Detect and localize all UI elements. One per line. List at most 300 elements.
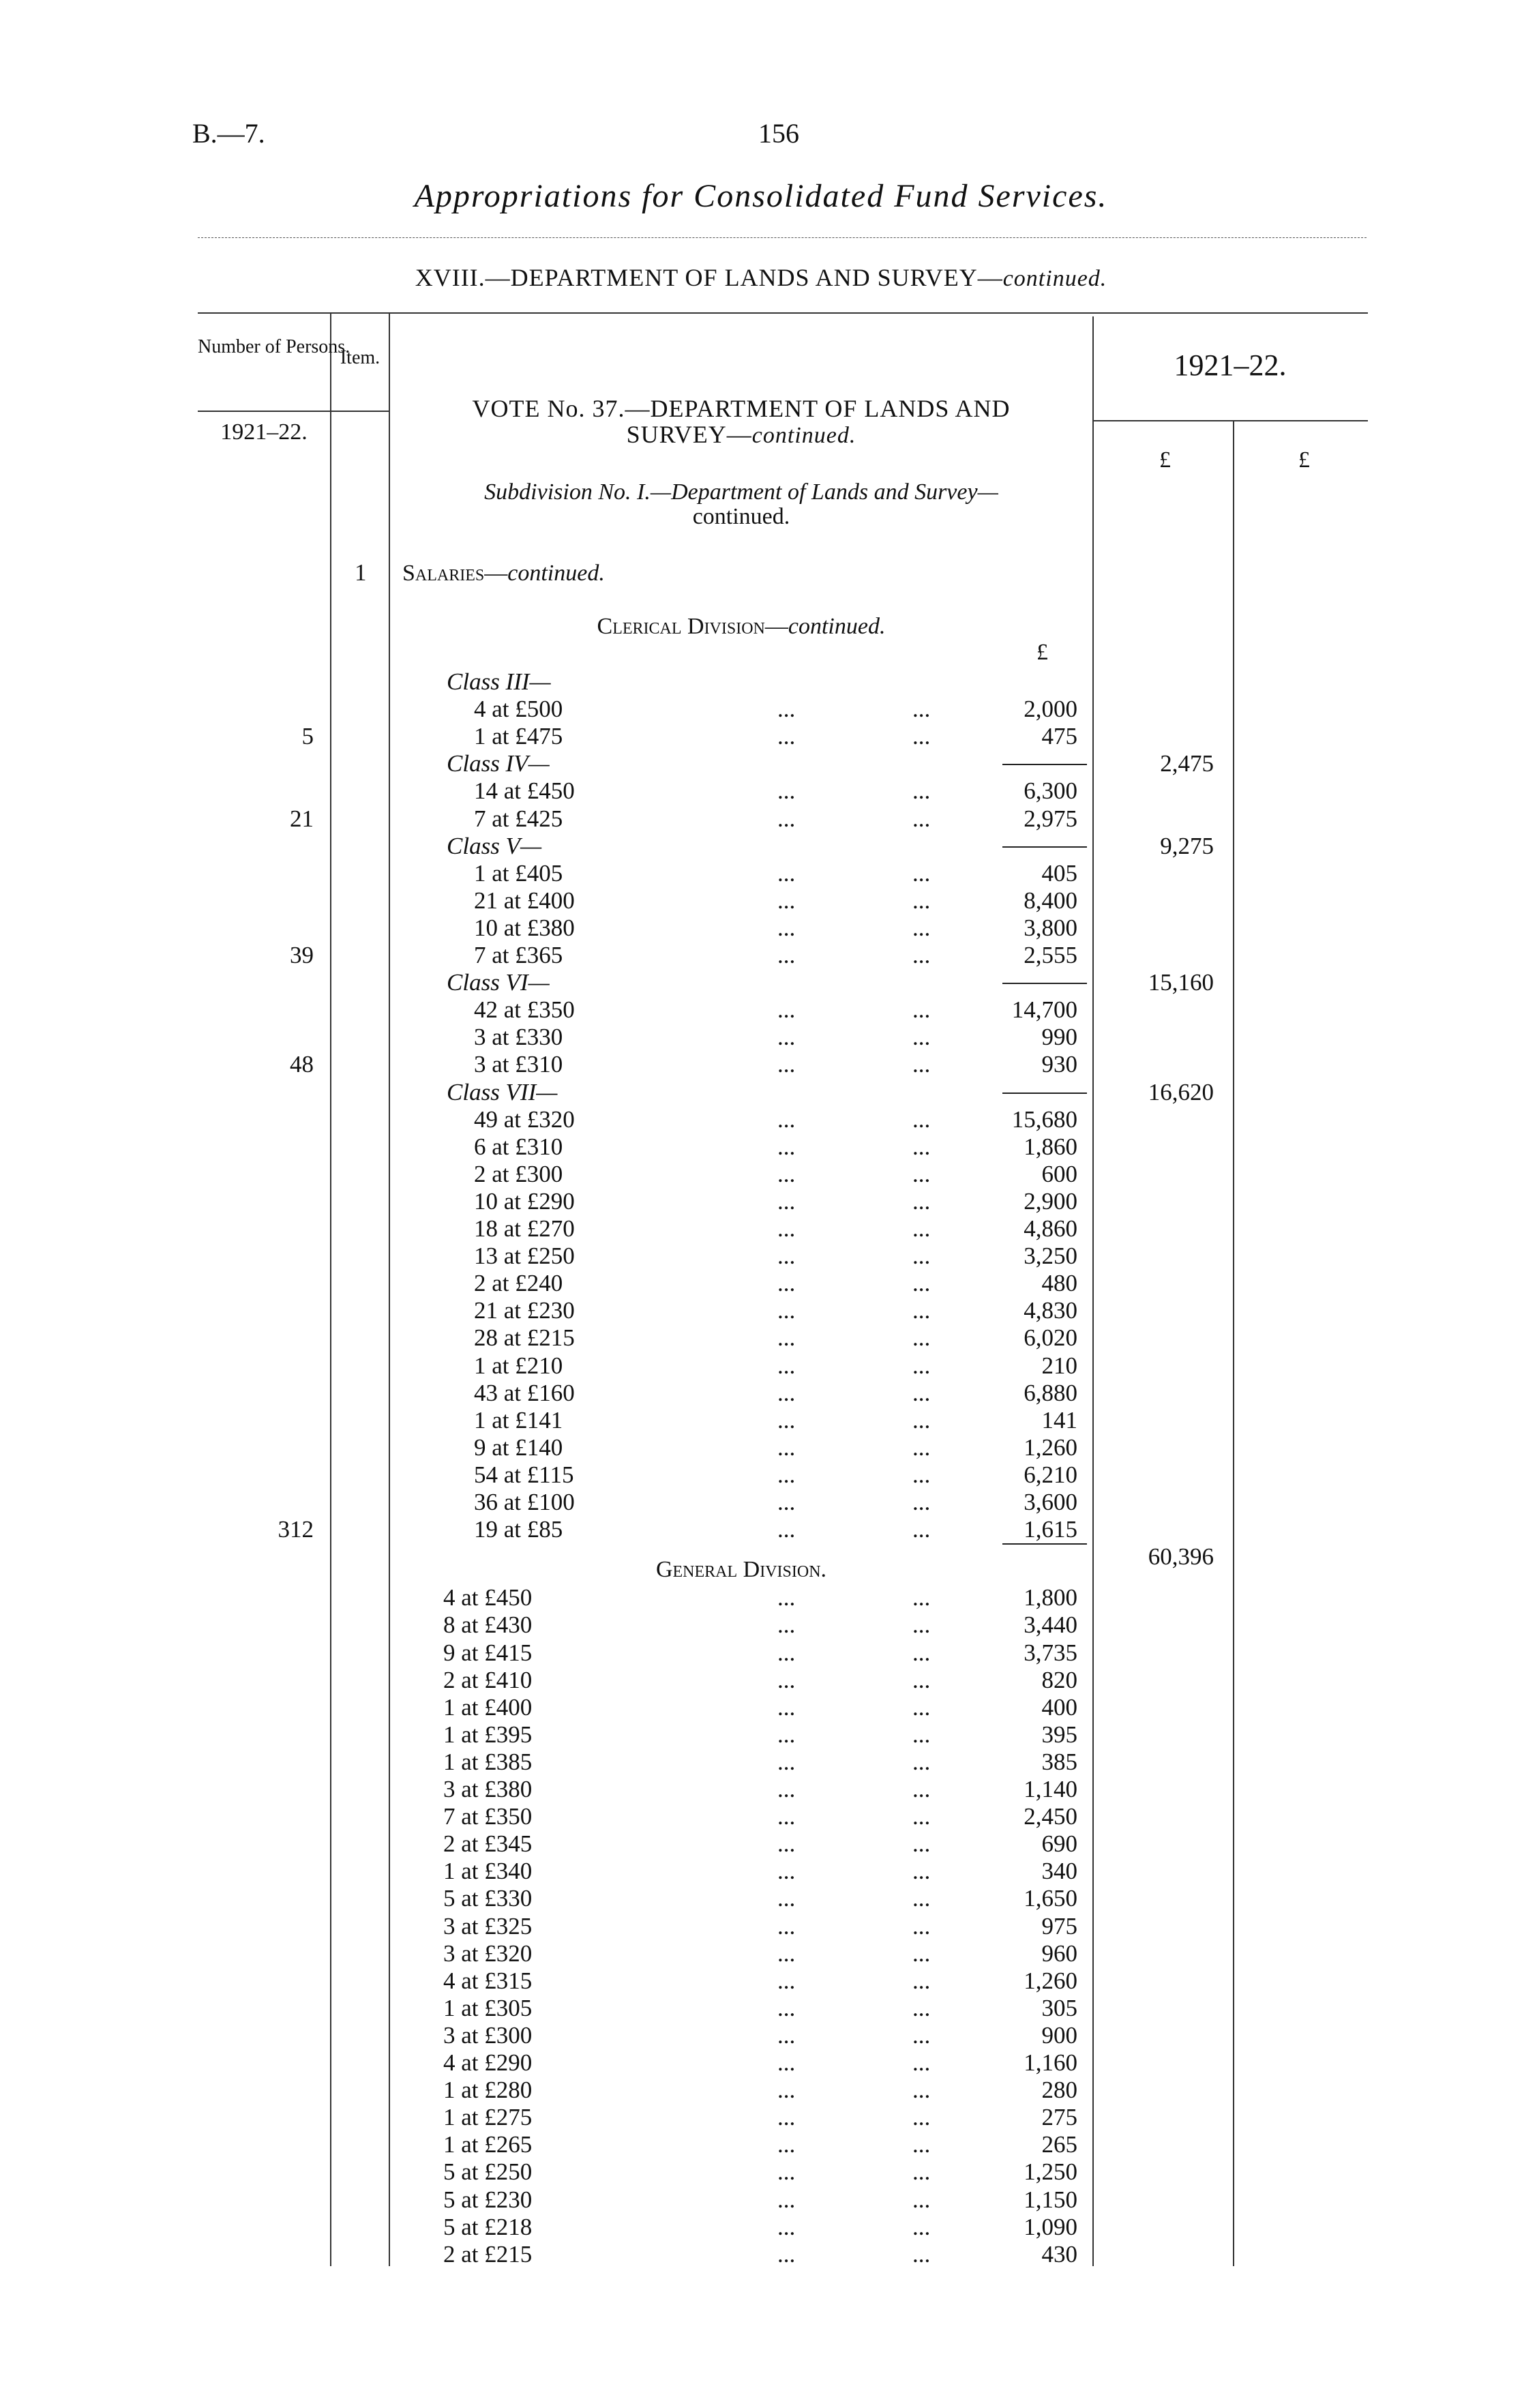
salary-rate: 2 at £240: [474, 1270, 563, 1297]
leader-dots: ...: [912, 1461, 931, 1488]
leader-dots: ...: [912, 1324, 931, 1352]
leader-dots: ...: [777, 1379, 796, 1406]
leader-dots: ...: [912, 1858, 931, 1885]
salary-row: [0, 2022, 1522, 2049]
salary-rate: 8 at £430: [443, 1611, 533, 1639]
salary-amount: 1,150: [1024, 2186, 1077, 2213]
leader-dots: ...: [912, 2213, 931, 2240]
leader-dots: ...: [777, 1748, 796, 1775]
leader-dots: ...: [912, 996, 931, 1024]
leader-dots: ...: [777, 1324, 796, 1352]
salary-rate: 5 at £230: [443, 2186, 533, 2213]
leader-dots: ...: [777, 805, 796, 832]
class-heading-row: [0, 668, 1522, 696]
leader-dots: ...: [777, 1967, 796, 1994]
leader-dots: ...: [912, 914, 931, 941]
item-heading: Item.: [340, 347, 380, 368]
subtotal-rule: [1002, 846, 1087, 848]
salary-rate: 5 at £250: [443, 2158, 533, 2186]
salary-amount: 900: [1041, 2021, 1077, 2049]
salary-amount: 400: [1041, 1693, 1077, 1721]
persons-header-rule: [198, 411, 330, 412]
salary-rate: 1 at £405: [474, 859, 563, 887]
salary-rate: 1 at £385: [443, 1748, 533, 1775]
salary-row: [0, 1380, 1522, 1407]
salary-row: [0, 1516, 1522, 1543]
leader-dots: ...: [777, 1776, 796, 1803]
leader-dots: ...: [777, 2240, 796, 2268]
salary-amount: 305: [1041, 1994, 1077, 2021]
leader-dots: ...: [912, 805, 931, 832]
salary-rate: 1 at £265: [443, 2131, 533, 2158]
leader-dots: ...: [912, 1489, 931, 1515]
salary-row: [0, 1133, 1522, 1161]
salary-amount: 4,830: [1024, 1297, 1077, 1324]
salary-row: [0, 1188, 1522, 1215]
leader-dots: ...: [777, 1830, 796, 1858]
salary-row: [0, 1024, 1522, 1051]
salary-rate: 1 at £400: [443, 1693, 533, 1721]
salary-rate: 1 at £305: [443, 1994, 533, 2021]
leader-dots: ...: [912, 2131, 931, 2158]
leader-dots: ...: [777, 2213, 796, 2240]
leader-dots: ...: [912, 1830, 931, 1858]
leader-dots: ...: [912, 1297, 931, 1324]
salary-row: [0, 1639, 1522, 1667]
leader-dots: ...: [777, 723, 796, 750]
class-subtotal: 9,275: [1160, 832, 1214, 859]
salary-row: [0, 2158, 1522, 2186]
salary-amount: 14,700: [1011, 996, 1077, 1024]
vote-heading-line1: VOTE No. 37.—DEPARTMENT OF LANDS AND: [472, 395, 1011, 422]
leader-dots: ...: [777, 1721, 796, 1748]
salary-row: [0, 1297, 1522, 1324]
leader-dots: ...: [777, 1693, 796, 1721]
salary-rate: 3 at £325: [443, 1912, 533, 1939]
salaries-heading: Salaries—continued.: [402, 561, 605, 586]
salary-row: [0, 805, 1522, 833]
salary-row: [0, 942, 1522, 969]
leader-dots: ...: [912, 1912, 931, 1939]
page-title: Appropriations for Consolidated Fund Services.: [414, 178, 1108, 214]
leader-dots: ...: [912, 1406, 931, 1433]
leader-dots: ...: [777, 1489, 796, 1515]
salary-row: [0, 777, 1522, 805]
leader-dots: ...: [777, 914, 796, 941]
leader-dots: ...: [777, 2186, 796, 2213]
salary-row: [0, 723, 1522, 750]
vote-heading-suffix: continued.: [751, 423, 856, 448]
salary-amount: 690: [1041, 1830, 1077, 1858]
salary-amount: 6,880: [1024, 1379, 1077, 1406]
leader-dots: ...: [912, 1776, 931, 1803]
leader-dots: ...: [777, 696, 796, 723]
department-suffix: continued.: [1002, 266, 1107, 291]
leader-dots: ...: [912, 1133, 931, 1160]
salary-rate: 13 at £250: [474, 1243, 575, 1270]
salary-amount: 990: [1041, 1024, 1077, 1051]
salary-row: [0, 1940, 1522, 1967]
leader-dots: ...: [912, 1994, 931, 2021]
persons-count: 312: [278, 1516, 314, 1543]
salary-row: [0, 1967, 1522, 1995]
salary-amount: 340: [1041, 1858, 1077, 1885]
salary-amount: 960: [1041, 1939, 1077, 1967]
leader-dots: ...: [777, 1803, 796, 1830]
leader-dots: ...: [777, 1160, 796, 1187]
leader-dots: ...: [777, 1270, 796, 1297]
leader-dots: ...: [912, 1693, 931, 1721]
salary-row: [0, 1489, 1522, 1516]
salary-amount: 1,860: [1024, 1133, 1077, 1160]
leader-dots: ...: [912, 1243, 931, 1270]
salary-amount: 3,735: [1024, 1639, 1077, 1666]
persons-count: 21: [290, 805, 314, 832]
leader-dots: ...: [912, 887, 931, 914]
salary-row: [0, 696, 1522, 723]
class-heading: Class IV—: [447, 750, 550, 777]
leader-dots: ...: [777, 1858, 796, 1885]
leader-dots: ...: [777, 1024, 796, 1051]
leader-dots: ...: [777, 1939, 796, 1967]
leader-dots: ...: [912, 2104, 931, 2131]
leader-dots: ...: [777, 859, 796, 887]
leader-dots: ...: [912, 1215, 931, 1242]
salary-rate: 7 at £365: [474, 942, 563, 968]
leader-dots: ...: [777, 1516, 796, 1543]
salary-amount: 430: [1041, 2240, 1077, 2268]
salary-amount: 1,615: [1024, 1516, 1077, 1543]
salary-amount: 6,300: [1024, 777, 1077, 805]
salary-row: [0, 1161, 1522, 1188]
class-subtotal: 15,160: [1148, 969, 1214, 996]
leader-dots: ...: [912, 2240, 931, 2268]
leader-dots: ...: [912, 1051, 931, 1078]
salary-row: [0, 1434, 1522, 1461]
class-subtotal: 60,396: [1148, 1543, 1214, 1571]
class-subtotal: 16,620: [1148, 1078, 1214, 1105]
number-of-persons-heading: Number of Persons.: [198, 336, 350, 357]
salaries-suffix: continued.: [507, 561, 605, 586]
leader-dots: ...: [777, 1666, 796, 1693]
salary-row: [0, 1611, 1522, 1639]
salary-row: [0, 1803, 1522, 1830]
salary-row: [0, 1830, 1522, 1858]
leader-dots: ...: [912, 2186, 931, 2213]
leader-dots: ...: [777, 887, 796, 914]
salary-amount: 6,020: [1024, 1324, 1077, 1352]
salary-rate: 5 at £218: [443, 2213, 533, 2240]
leader-dots: ...: [912, 1885, 931, 1912]
salary-row: [0, 1584, 1522, 1611]
salary-row: [0, 915, 1522, 942]
salary-amount: 280: [1041, 2077, 1077, 2104]
salary-amount: 1,260: [1024, 1433, 1077, 1461]
leader-dots: ...: [912, 1187, 931, 1215]
salary-amount: 3,440: [1024, 1611, 1077, 1639]
salary-row: [0, 1106, 1522, 1133]
salary-rate: 9 at £140: [474, 1433, 563, 1461]
salary-rate: 2 at £300: [474, 1160, 563, 1187]
salary-amount: 1,160: [1024, 2049, 1077, 2077]
salary-row: [0, 1721, 1522, 1749]
salary-amount: 820: [1041, 1666, 1077, 1693]
salary-amount: 2,975: [1024, 805, 1077, 832]
leader-dots: ...: [777, 1051, 796, 1078]
leader-dots: ...: [777, 2049, 796, 2077]
salary-row: [0, 1858, 1522, 1885]
salary-rate: 10 at £380: [474, 914, 575, 941]
subdivision-continued: continued.: [692, 504, 790, 529]
clerical-heading-suffix: continued.: [788, 614, 886, 639]
leader-dots: ...: [912, 1803, 931, 1830]
pound-header-right: £: [1298, 447, 1310, 473]
salary-rate: 3 at £310: [474, 1051, 563, 1078]
leader-dots: ...: [912, 1352, 931, 1379]
salary-rate: 6 at £310: [474, 1133, 563, 1160]
salary-amount: 600: [1041, 1160, 1077, 1187]
salary-row: [0, 1749, 1522, 1776]
salary-rate: 7 at £425: [474, 805, 563, 832]
persons-count: 5: [301, 723, 314, 750]
salary-row: [0, 2214, 1522, 2241]
salary-rate: 3 at £320: [443, 1939, 533, 1967]
leader-dots: ...: [777, 1611, 796, 1639]
salary-rate: 14 at £450: [474, 777, 575, 805]
leader-dots: ...: [777, 1461, 796, 1488]
leader-dots: ...: [777, 1243, 796, 1270]
salary-amount: 210: [1041, 1352, 1077, 1379]
salary-amount: 2,000: [1024, 696, 1077, 723]
leader-dots: ...: [912, 723, 931, 750]
salary-amount: 265: [1041, 2131, 1077, 2158]
leader-dots: ...: [777, 1885, 796, 1912]
salary-row: [0, 1215, 1522, 1243]
class-heading-row: [0, 750, 1522, 777]
class-heading-row: [0, 969, 1522, 996]
salary-row: [0, 1324, 1522, 1352]
general-division-heading: General Division.: [655, 1557, 827, 1583]
salary-rate: 4 at £500: [474, 696, 563, 723]
class-heading: Class VI—: [447, 969, 550, 996]
salary-amount: 405: [1041, 859, 1077, 887]
salary-rate: 4 at £290: [443, 2049, 533, 2077]
salary-rate: 2 at £215: [443, 2240, 533, 2268]
salary-rate: 1 at £275: [443, 2104, 533, 2131]
salary-amount: 930: [1041, 1051, 1077, 1078]
salary-rate: 18 at £270: [474, 1215, 575, 1242]
year-heading: 1921–22.: [1174, 348, 1287, 382]
salary-rate: 4 at £315: [443, 1967, 533, 1994]
salary-amount: 275: [1041, 2104, 1077, 2131]
salary-row: [0, 2049, 1522, 2077]
salary-rate: 1 at £280: [443, 2077, 533, 2104]
salary-amount: 1,140: [1024, 1776, 1077, 1803]
page-number: 156: [758, 118, 799, 149]
leader-dots: ...: [912, 696, 931, 723]
leader-dots: ...: [912, 1160, 931, 1187]
salary-amount: 3,250: [1024, 1243, 1077, 1270]
salary-rate: 36 at £100: [474, 1489, 575, 1515]
year-header-rule: [1092, 420, 1368, 421]
class-heading: Class III—: [447, 668, 551, 695]
salary-row: [0, 1885, 1522, 1912]
subtotal-rule: [1002, 983, 1087, 984]
salary-row: [0, 1995, 1522, 2022]
salary-amount: 1,090: [1024, 2213, 1077, 2240]
salary-rate: 49 at £320: [474, 1105, 575, 1133]
salary-row: [0, 1352, 1522, 1380]
salary-amount: 2,450: [1024, 1803, 1077, 1830]
salary-rate: 1 at £340: [443, 1858, 533, 1885]
salary-rate: 43 at £160: [474, 1379, 575, 1406]
persons-year: 1921–22.: [220, 419, 308, 445]
table-top-rule: [198, 312, 1368, 314]
salary-rate: 3 at £380: [443, 1776, 533, 1803]
salary-amount: 2,555: [1024, 942, 1077, 968]
salary-amount: 3,600: [1024, 1489, 1077, 1515]
leader-dots: ...: [912, 777, 931, 805]
vote-heading: [390, 396, 1092, 449]
leader-dots: ...: [912, 1584, 931, 1611]
leader-dots: ...: [912, 1270, 931, 1297]
salary-amount: 6,210: [1024, 1461, 1077, 1488]
salary-rate: 1 at £141: [474, 1406, 563, 1433]
salary-rate: 5 at £330: [443, 1885, 533, 1912]
leader-dots: ...: [777, 1406, 796, 1433]
salary-rate: 1 at £395: [443, 1721, 533, 1748]
leader-dots: ...: [912, 1721, 931, 1748]
salary-rate: 2 at £345: [443, 1830, 533, 1858]
title-rule: [198, 237, 1367, 238]
salary-amount: 8,400: [1024, 887, 1077, 914]
salary-row: [0, 1461, 1522, 1489]
salary-rate: 9 at £415: [443, 1639, 533, 1666]
salary-amount: 141: [1041, 1406, 1077, 1433]
leader-dots: ...: [912, 1967, 931, 1994]
item-number: 1: [355, 559, 367, 586]
salary-row: [0, 1694, 1522, 1721]
class-heading: Class VII—: [447, 1078, 558, 1105]
salary-row: [0, 1051, 1522, 1078]
leader-dots: ...: [912, 1379, 931, 1406]
leader-dots: ...: [777, 2021, 796, 2049]
pound-header-left: £: [1159, 447, 1171, 473]
leader-dots: ...: [777, 1297, 796, 1324]
subdivision-heading: [390, 480, 1092, 529]
leader-dots: ...: [777, 1639, 796, 1666]
salary-row: [0, 1270, 1522, 1297]
leader-dots: ...: [912, 1516, 931, 1543]
leader-dots: ...: [777, 1105, 796, 1133]
salary-rate: 28 at £215: [474, 1324, 575, 1352]
clerical-pound-heading: £: [1036, 640, 1048, 665]
salary-amount: 3,800: [1024, 914, 1077, 941]
salary-amount: 475: [1041, 723, 1077, 750]
salary-row: [0, 1913, 1522, 1940]
class-heading-row: [0, 1079, 1522, 1106]
subtotal-rule: [1002, 1543, 1087, 1545]
leader-dots: ...: [777, 1433, 796, 1461]
salary-rate: 7 at £350: [443, 1803, 533, 1830]
leader-dots: ...: [912, 1024, 931, 1051]
subtotal-rule: [1002, 764, 1087, 765]
leader-dots: ...: [777, 2104, 796, 2131]
persons-count: 48: [290, 1051, 314, 1078]
leader-dots: ...: [912, 2021, 931, 2049]
leader-dots: ...: [777, 2131, 796, 2158]
salary-rate: 21 at £230: [474, 1297, 575, 1324]
salary-rate: 19 at £85: [474, 1516, 563, 1543]
leader-dots: ...: [777, 996, 796, 1024]
leader-dots: ...: [912, 1433, 931, 1461]
salary-row: [0, 1407, 1522, 1434]
page-reference: B.—7.: [192, 118, 265, 149]
salary-rate: 1 at £210: [474, 1352, 563, 1379]
salary-row: [0, 1243, 1522, 1270]
salary-amount: 395: [1041, 1721, 1077, 1748]
leader-dots: ...: [912, 1611, 931, 1639]
salary-row: [0, 887, 1522, 915]
salary-amount: 4,860: [1024, 1215, 1077, 1242]
subdivision-title: Subdivision No. I.—Department of Lands and Survey—: [484, 479, 998, 505]
salary-amount: 2,900: [1024, 1187, 1077, 1215]
salary-row: [0, 2131, 1522, 2158]
class-heading: Class V—: [447, 832, 542, 859]
salary-rate: 21 at £400: [474, 887, 575, 914]
class-heading-row: [0, 833, 1522, 860]
salary-row: [0, 1667, 1522, 1694]
salary-row: [0, 2241, 1522, 2268]
leader-dots: ...: [777, 942, 796, 968]
leader-dots: ...: [912, 2049, 931, 2077]
salary-rate: 54 at £115: [474, 1461, 574, 1488]
leader-dots: ...: [777, 1352, 796, 1379]
salary-row: [0, 860, 1522, 887]
vote-heading-line2: SURVEY—continued.: [626, 421, 856, 448]
salary-rate: 3 at £300: [443, 2021, 533, 2049]
class-subtotal: 2,475: [1160, 750, 1214, 777]
salary-amount: 1,250: [1024, 2158, 1077, 2186]
salary-row: [0, 2077, 1522, 2104]
salary-row: [0, 996, 1522, 1024]
leader-dots: ...: [912, 2077, 931, 2104]
salary-rate: 3 at £330: [474, 1024, 563, 1051]
leader-dots: ...: [777, 777, 796, 805]
salary-amount: 15,680: [1011, 1105, 1077, 1133]
salary-amount: 1,800: [1024, 1584, 1077, 1611]
salary-rate: 10 at £290: [474, 1187, 575, 1215]
leader-dots: ...: [777, 2077, 796, 2104]
item-header-rule: [330, 411, 389, 412]
salary-rate: 4 at £450: [443, 1584, 533, 1611]
salary-row: [0, 2104, 1522, 2131]
leader-dots: ...: [912, 1666, 931, 1693]
leader-dots: ...: [912, 2158, 931, 2186]
salary-rate: 42 at £350: [474, 996, 575, 1024]
leader-dots: ...: [777, 2158, 796, 2186]
leader-dots: ...: [912, 1105, 931, 1133]
salary-rate: 1 at £475: [474, 723, 563, 750]
leader-dots: ...: [912, 1639, 931, 1666]
subtotal-rule: [1002, 1092, 1087, 1094]
leader-dots: ...: [912, 1939, 931, 1967]
salary-amount: 1,650: [1024, 1885, 1077, 1912]
leader-dots: ...: [777, 1215, 796, 1242]
clerical-division-heading: Clerical Division—continued.: [597, 614, 886, 639]
leader-dots: ...: [912, 942, 931, 968]
leader-dots: ...: [777, 1187, 796, 1215]
